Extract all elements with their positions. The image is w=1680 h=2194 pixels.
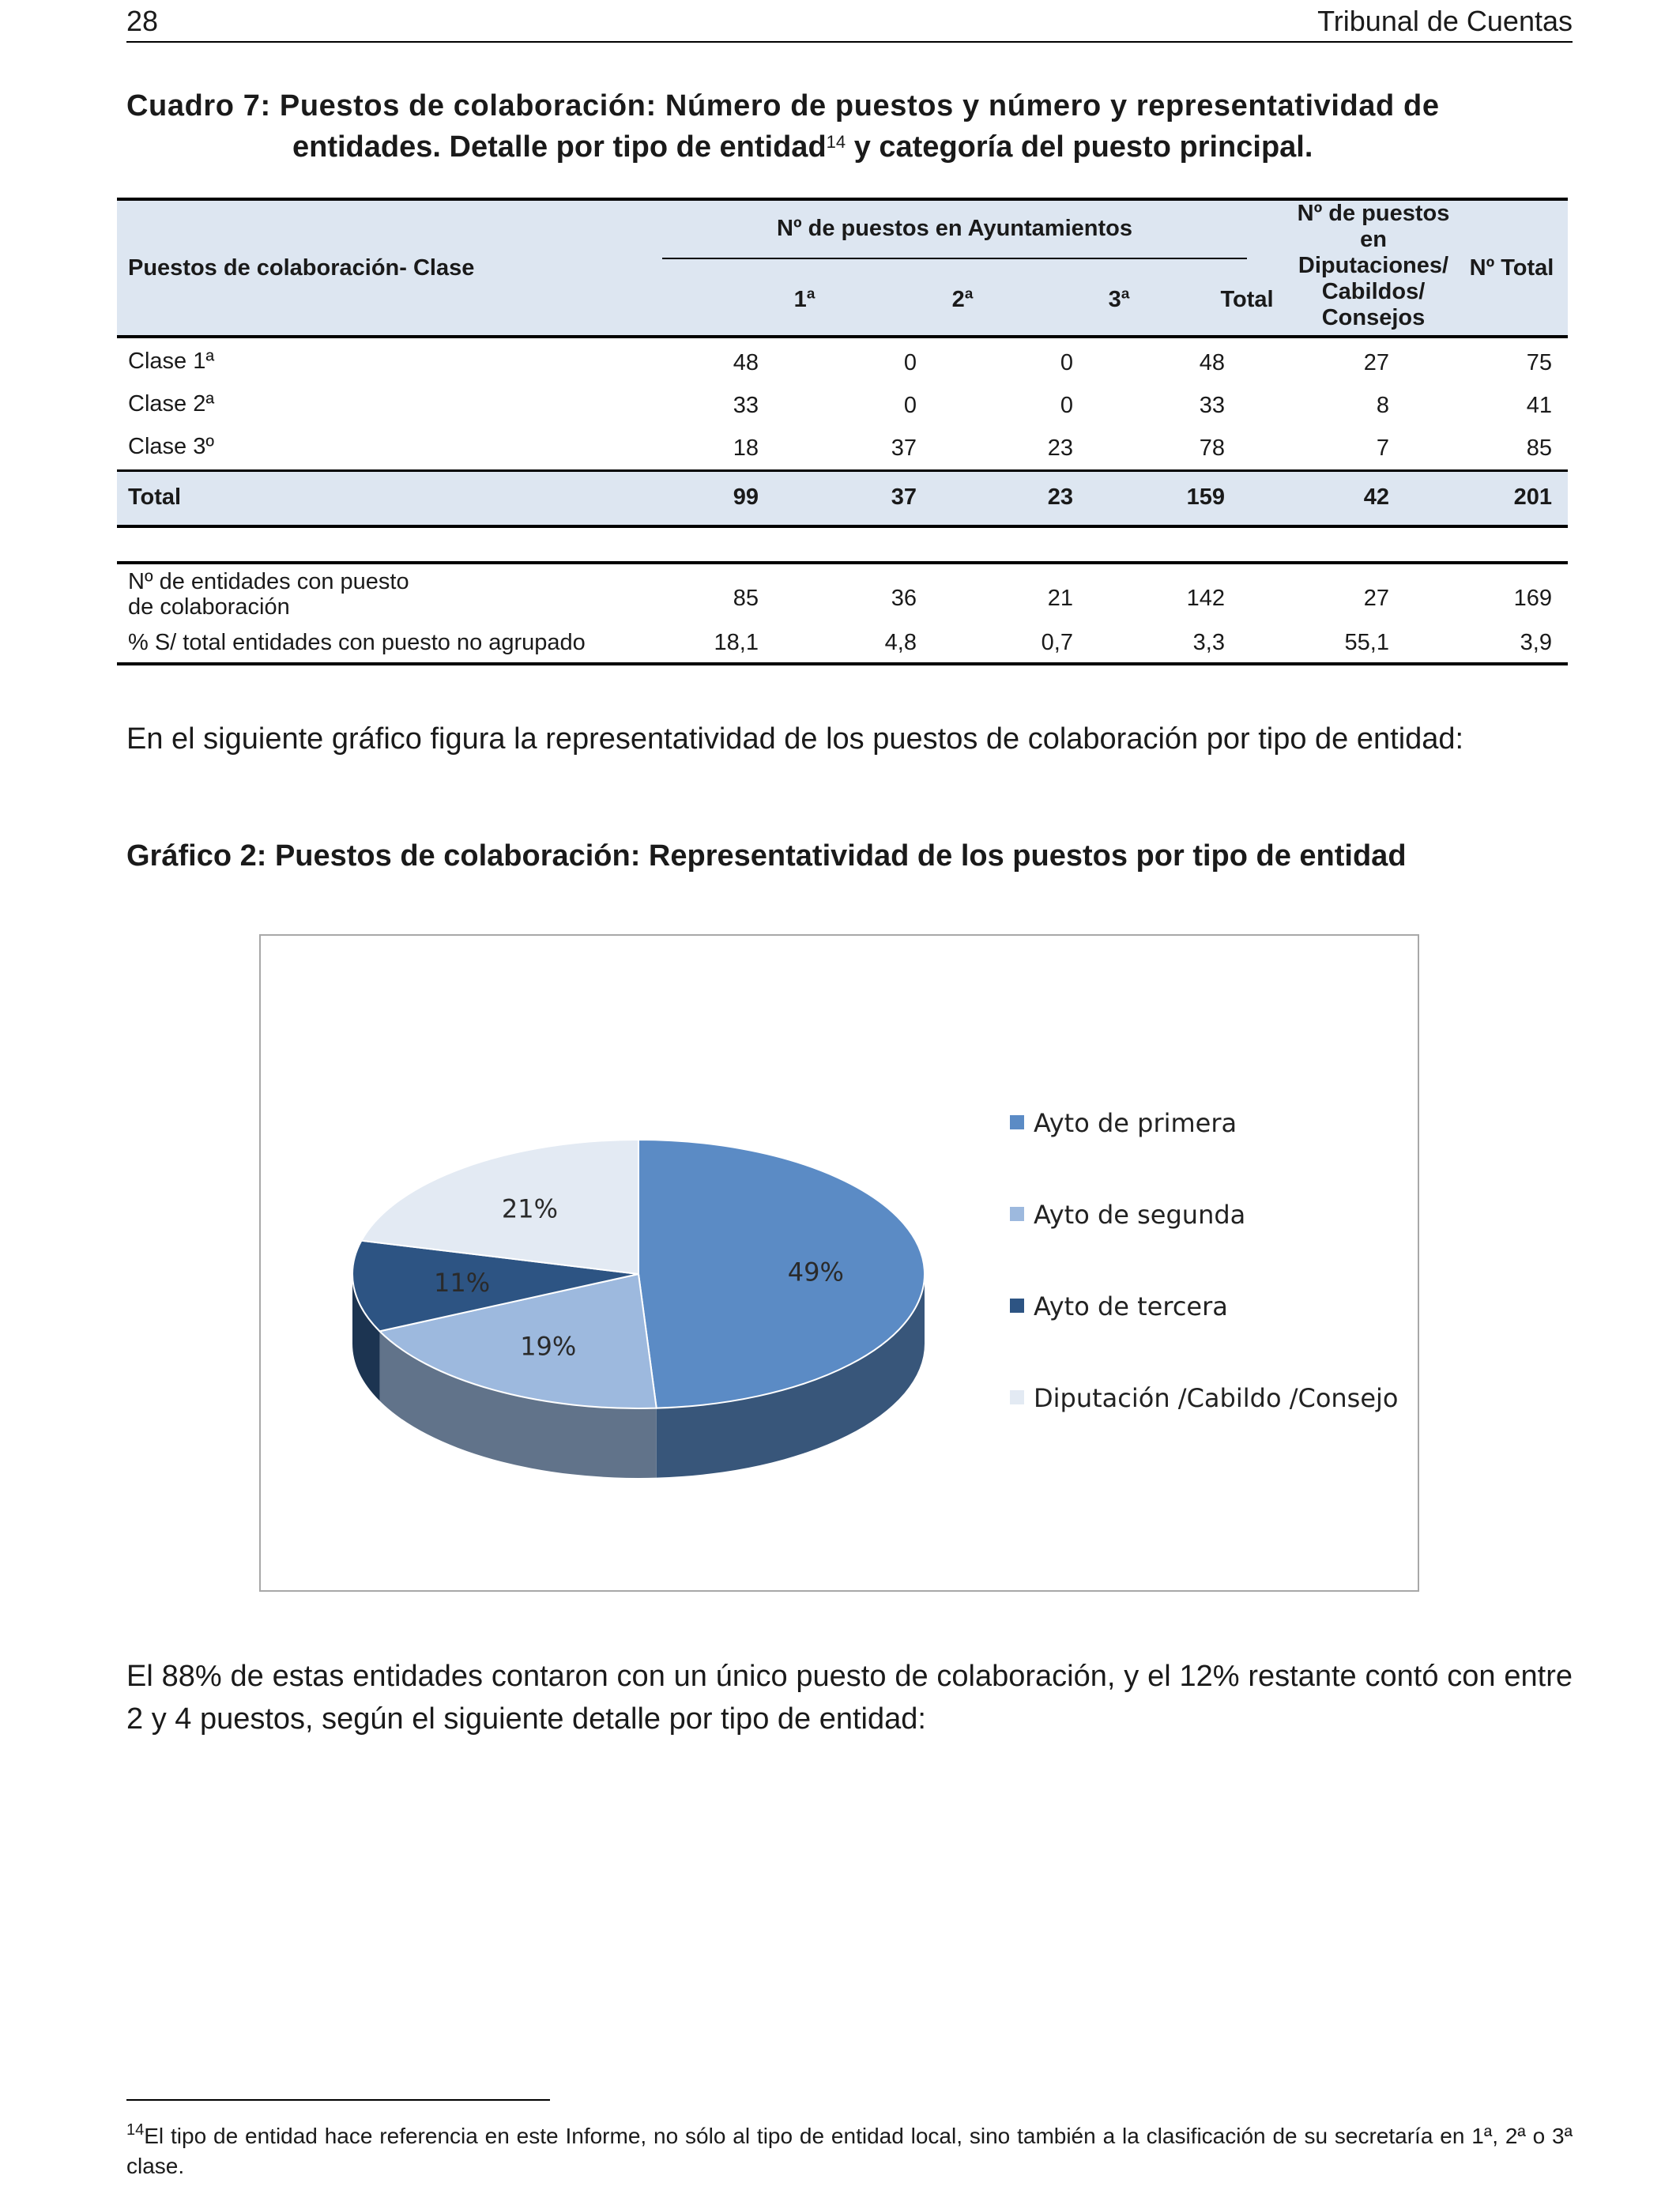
footnote-separator — [126, 2099, 550, 2101]
cell-value: 75 — [1526, 350, 1552, 375]
cell-value: 33 — [1199, 393, 1225, 418]
cell-value: 18 — [733, 435, 759, 461]
col-header-total-ayto: Total — [1220, 287, 1274, 312]
col-header-3a: 3ª — [1108, 287, 1130, 312]
legend-swatch — [1010, 1115, 1024, 1129]
dip-header-line: Diputaciones/ — [1298, 253, 1449, 278]
legend-label: Diputación /Cabildo /Consejo — [1034, 1383, 1399, 1413]
table-caption-line1: Cuadro 7: Puestos de colaboración: Número de puestos y número y representatividad de — [126, 89, 1440, 123]
total-value: 42 — [1363, 484, 1389, 510]
table-caption-line2b: y categoría del puesto principal. — [846, 130, 1313, 164]
percent-label: % S/ total entidades con puesto no agrupado — [128, 630, 586, 655]
cell-value: 85 — [1526, 435, 1552, 461]
cell-value: 0 — [1060, 350, 1073, 375]
cell-value: 7 — [1376, 435, 1389, 461]
cell-value: 33 — [733, 393, 759, 418]
cell-value: 21 — [1047, 586, 1073, 611]
cell-value: 4,8 — [884, 630, 917, 655]
cell-value: 27 — [1363, 350, 1389, 375]
data-table — [117, 198, 1568, 672]
pie-data-label: 19% — [520, 1331, 577, 1362]
cell-value: 169 — [1513, 586, 1552, 611]
col-header-2a: 2ª — [951, 287, 974, 312]
table-bottom-rule — [117, 662, 1568, 665]
legend-item — [1010, 1291, 1228, 1321]
table-caption — [126, 85, 1573, 126]
pie-chart-frame — [259, 934, 1419, 1592]
dip-header-line: Nº de puestos — [1297, 201, 1450, 226]
dip-header-line: Cabildos/ — [1321, 279, 1426, 304]
legend-item — [1010, 1108, 1237, 1138]
pie-chart — [261, 936, 1418, 1590]
row-label: Clase 3º — [128, 434, 214, 459]
cell-value: 0,7 — [1041, 630, 1073, 655]
total-value: 99 — [733, 484, 759, 510]
cell-value: 0 — [903, 393, 917, 418]
cell-value: 23 — [1047, 435, 1073, 461]
dip-header-line: en — [1360, 227, 1387, 252]
row-header-label: Puestos de colaboración- Clase — [128, 255, 475, 281]
legend-swatch — [1010, 1299, 1024, 1313]
page-number: 28 — [126, 5, 159, 37]
footnote-number: 14 — [126, 2121, 145, 2139]
group-header-ayuntamientos: Nº de puestos en Ayuntamientos — [777, 216, 1132, 241]
cell-value: 36 — [891, 586, 917, 611]
cell-value: 55,1 — [1344, 630, 1389, 655]
cell-value: 3,3 — [1192, 630, 1225, 655]
table-caption-line2a: entidades. Detalle por tipo de entidad — [292, 130, 827, 164]
entities-label-line: Nº de entidades con puesto — [128, 569, 409, 594]
footnote-text: El tipo de entidad hace referencia en este Informe, no sólo al tipo de entidad local, sino también a la clasificación de su secretaría en 1ª, 2ª o 3ª clase. — [126, 2124, 1573, 2178]
page-header — [126, 5, 1573, 43]
legend-swatch — [1010, 1207, 1024, 1221]
cell-value: 18,1 — [714, 630, 759, 655]
legend-swatch — [1010, 1390, 1024, 1404]
group-header-underline — [662, 258, 1247, 259]
chart-caption: Gráfico 2: Puestos de colaboración: Representatividad de los puestos por tipo de entidad — [126, 839, 1407, 873]
footnote-reference: 14 — [826, 132, 846, 152]
total-value: 201 — [1513, 484, 1552, 510]
dip-header-line: Consejos — [1321, 305, 1426, 330]
cell-value: 41 — [1526, 393, 1552, 418]
entities-label — [128, 569, 409, 620]
cell-value: 3,9 — [1520, 630, 1552, 655]
legend-label: Ayto de segunda — [1034, 1200, 1246, 1230]
running-header-title: Tribunal de Cuentas — [1317, 5, 1573, 37]
legend-label: Ayto de primera — [1034, 1108, 1237, 1138]
entities-top-rule — [117, 561, 1568, 564]
table-header-bottom-rule — [117, 335, 1568, 338]
body-paragraph: El 88% de estas entidades contaron con un único puesto de colaboración, y el 12% restante contó con entre 2 y 4 puestos, según el siguiente detalle por tipo de entidad: — [126, 1660, 1573, 1736]
cell-value: 142 — [1186, 586, 1225, 611]
entities-label-line: de colaboración — [128, 594, 290, 620]
total-bottom-rule — [117, 525, 1568, 528]
total-value: 37 — [891, 484, 917, 510]
row-label: Clase 2ª — [128, 391, 215, 417]
pie-data-label: 49% — [787, 1257, 844, 1287]
cell-value: 48 — [1199, 350, 1225, 375]
cell-value: 78 — [1199, 435, 1225, 461]
cell-value: 85 — [733, 586, 759, 611]
cell-value: 0 — [903, 350, 917, 375]
col-header-total: Nº Total — [1469, 255, 1554, 281]
cell-value: 48 — [733, 350, 759, 375]
pie-data-label: 21% — [501, 1193, 559, 1224]
total-value: 23 — [1047, 484, 1073, 510]
cell-value: 37 — [891, 435, 917, 461]
legend-item — [1010, 1383, 1399, 1413]
cell-value: 27 — [1363, 586, 1389, 611]
legend-item — [1010, 1200, 1245, 1230]
pie-data-label: 11% — [433, 1267, 491, 1298]
legend-label: Ayto de tercera — [1034, 1291, 1228, 1321]
row-label: Clase 1ª — [128, 349, 215, 374]
cell-value: 8 — [1376, 393, 1389, 418]
cell-value: 0 — [1060, 393, 1073, 418]
table-caption-continued — [292, 126, 1573, 168]
total-label: Total — [128, 484, 182, 510]
footnote — [126, 2121, 1573, 2181]
body-paragraph: En el siguiente gráfico figura la representatividad de los puestos de colaboración por tipo de entidad: — [126, 722, 1464, 756]
total-value: 159 — [1186, 484, 1225, 510]
col-header-1a: 1ª — [793, 287, 816, 312]
